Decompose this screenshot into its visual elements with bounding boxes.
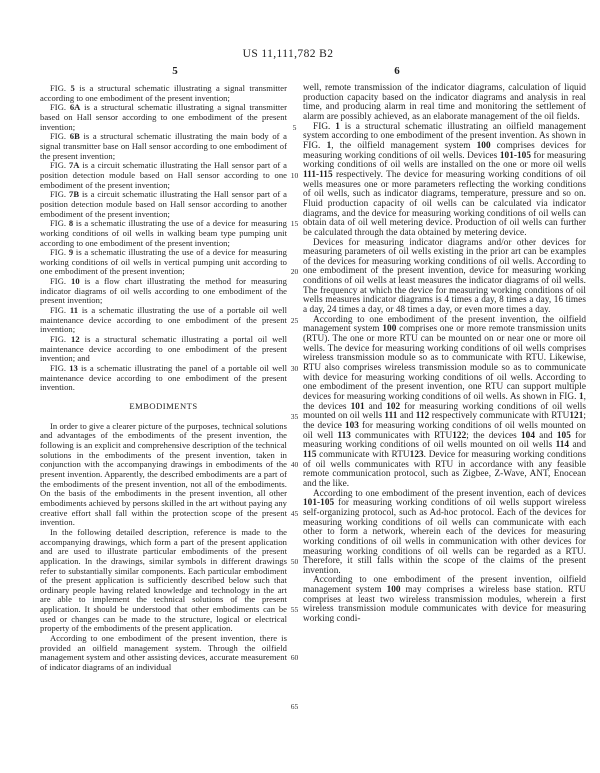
paragraph: FIG. 6A is a structural schematic illustrating a signal transmitter based on Hall sensor according to one embodiment of the present invention; (40, 102, 287, 132)
line-number: 40 (290, 460, 299, 470)
paragraph: According to one embodiment of the present invention, oilfield management system 100 may comprises a wireless base station. RTU comprises at least two wireless transmission modules, wherein a first wireless transmission module communicates with device for measuring working condi- (303, 575, 586, 625)
right-text-column (303, 84, 586, 625)
line-number: 15 (290, 219, 299, 229)
paragraph: FIG. 12 is a structural schematic illustrating a portal oil well maintenance device according to one embodiment of the present invention; and (40, 334, 287, 364)
paragraph: FIG. 6B is a structural schematic illustrating the main body of a signal transmitter base on Hall sensor according to one embodiment of the present invention; (40, 131, 288, 161)
paragraph: FIG. 5 is a structural schematic illustrating a signal transmitter according to one embodiment of the present invention; (40, 83, 287, 103)
paragraph: FIG. 1 is a structural schematic illustrating an oilfield management system according to one embodiment of the present invention. As shown in FIG. 1, the oilfield management system 100 comprises devices for measuring working conditions of oil wells. Devices 101-105 for measuring working conditions of oil wells are installed on the one or more oil wells 111-115 respectively. The device for measuring working conditions of oil wells measures one or more parameters reflecting the working conditions of oil wells, such as indicator diagrams, temperature, pressure and so on. Fluid production capacity of oil wells can be calculated via indicator diagrams, and the device for measuring working conditions of oil wells can obtain data of oil well metering device. Production of oil wells can further be calculated through the data obtained by metering device. (303, 121, 587, 238)
paragraph: According to one embodiment of the present invention, there is provided an oilfield management system. Through the oilfield management system and other assisting devices, accurate measurement of indicator diagrams of an individual (40, 633, 287, 673)
patent-number: US 11,111,782 B2 (242, 48, 334, 60)
line-number: 5 (292, 122, 297, 132)
left-text-column (40, 84, 287, 673)
paragraph: well, remote transmission of the indicator diagrams, calculation of liquid production capacity based on the indicator diagrams and analysis in real time, and producing alarm in real time and monitoring the settlement of alarm are possibly achieved, as an elaborate management of the oil fields. (303, 83, 586, 122)
paragraph: According to one embodiment of the present invention, the oilfield management system 100 comprises one or more remote transmission units (RTU). The one or more RTU can be mounted on or near one or more oil wells. The device for measuring working conditions of oil wells comprises wireless transmission module so as to communicate with RTU. Likewise, RTU also comprises wireless transmission module so as to communicate with device for measuring working conditions of oil wells. According to one embodiment of the present invention, one RTU can support multiple devices for measuring working conditions of oil wells. As shown in FIG. 1, the devices 101 and 102 for measuring working conditions of oil wells mounted on oil wells 111 and 112 respectively communicate with RTU121; the device 103 for measuring working conditions of oil wells mounted on oil well 113 communicates with RTU122; the devices 104 and 105 for measuring working conditions of oil wells mounted on oil wells 114 and 115 communicate with RTU123. Device for measuring working conditions of oil wells communicates with RTU in accordance with any feasible remote communication protocol, such as Zigbee, Z-Wave, ANT, Enocean and the like. (303, 314, 587, 489)
paragraph: In order to give a clearer picture of the purposes, technical solutions and advantages of the embodiments of the present invention, the following is an explicit and comprehensive description of the technical solutions in the embodiments of the present invention, taken in conjunction with the accompanying drawings in embodiments of the present invention. Apparently, the described embodiments are a part of the embodiments of the present invention, not all of the embodiments. On the basis of the embodiments in the present invention, all other embodiments achieved by persons skilled in the art without paying any creative effort shall fall within the protection scope of the present invention. (40, 420, 287, 528)
paragraph: FIG. 7B is a circuit schematic illustrating the Hall sensor part of a position detection module based on Hall sensor according to another embodiment of the present invention; (40, 189, 287, 219)
paragraph: FIG. 13 is a schematic illustrating the panel of a portable oil well maintenance device according to one embodiment of the present invention. (40, 363, 288, 393)
line-number: 50 (290, 556, 299, 566)
paragraph: FIG. 11 is a schematic illustrating the use of a portable oil well maintenance device according to one embodiment of the present invention; (40, 305, 288, 335)
line-number: 35 (290, 412, 299, 422)
paragraph: FIG. 7A is a circuit schematic illustrating the Hall sensor part of a position detection module based on Hall sensor according to one embodiment of the present invention; (40, 160, 287, 190)
line-number: 20 (290, 267, 299, 277)
line-number: 45 (290, 508, 299, 518)
line-number: 10 (290, 170, 299, 180)
paragraph: Devices for measuring indicator diagrams and/or other devices for measuring parameters of oil wells existing in the prior art can be examples of the devices for measuring working conditions of oil wells. According to one embodiment of the present invention, device for measuring working conditions of oil wells at least measures the indicator diagrams of oil wells. The frequency at which the device for measuring working conditions of oil wells measures indicator diagrams is 4 times a day, 8 times a day, 16 times a day, 24 times a day, or 48 times a day, or even more times a day. (303, 237, 586, 316)
paragraph: According to one embodiment of the present invention, each of devices 101-105 for measuring working conditions of oil wells support wireless self-organizing protocol, such as Ad-hoc protocol. Each of the devices for measuring working conditions of oil wells can communicate with each other to form a network, wherein each of the devices for measuring working conditions of oil wells in communication with other devices for measuring working conditions of oil wells can be regarded as a RTU. Therefore, it still falls within the scope of the claims of the present invention. (303, 488, 586, 576)
line-number: 30 (290, 363, 299, 373)
line-number: 25 (290, 315, 299, 325)
line-number: 55 (290, 605, 299, 615)
paragraph: In the following detailed description, reference is made to the accompanying drawings, which form a part of the present application and are used to illustrate particular embodiments of the present application. In the drawings, similar symbols in different drawings refer to substantially similar components. Each particular embodiment of the present application is sufficiently described below such that ordinary people having related knowledge and technology in the art are able to implement the technical solutions of the present application. It should be understood that other embodiments can be used or changes can be made to the structure, logical or electrical property of the embodiments of the present application. (40, 526, 287, 634)
line-number: 65 (290, 701, 299, 711)
section-heading: EMBODIMENTS (129, 401, 198, 411)
column-number-right: 6 (394, 65, 400, 77)
line-number: 60 (290, 653, 299, 663)
paragraph: FIG. 9 is a schematic illustrating the use of a device for measuring working conditions of oil wells in vertical pumping unit according to one embodiment of the present invention; (40, 247, 288, 277)
column-number-left: 5 (172, 65, 178, 77)
paragraph: FIG. 8 is a schematic illustrating the use of a device for measuring working conditions of oil wells in walking beam type pumping unit according to one embodiment of the present invention; (40, 218, 288, 248)
paragraph: FIG. 10 is a flow chart illustrating the method for measuring indicator diagrams of oil wells according to one embodiment of the present invention; (40, 276, 287, 306)
